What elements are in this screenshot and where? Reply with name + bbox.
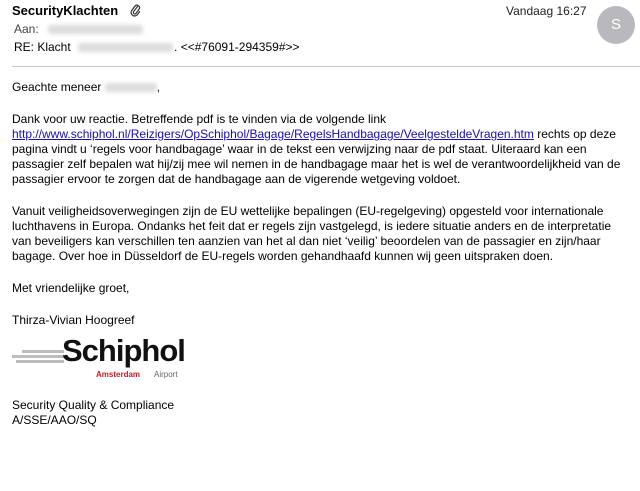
subject-prefix: RE: Klacht (14, 40, 71, 54)
subject-suffix: . <<#76091-294359#>> (174, 40, 300, 54)
sender-avatar[interactable] (597, 6, 635, 44)
paperclip-icon[interactable] (130, 3, 141, 17)
paragraph-2: Vanuit veiligheidsoverwegingen zijn de EU wettelijke bepalingen (EU-regelgeving) opgesteld voor internationale luchthavens in Europa. Ondanks het feit dat er regels zijn vastgelegd, is iedere situatie anders en de interpretatie van beveiligers kan verschillen ten aanzien van het al dan niet ‘veilig’ beoordelen van de passagier en zijn/haar bagage. Over hoe in Düsseldorf de EU-regels worden gehandhaafd kunnen wij geen uitspraken doen. (12, 204, 612, 263)
greeting-comma: , (156, 80, 161, 94)
to-label: Aan: (14, 22, 39, 36)
faq-link[interactable]: http://www.schiphol.nl/Reizigers/OpSchiphol/Bagage/RegelsHandbagage/VeelgesteldeVragen.htm (12, 127, 534, 141)
department: Security Quality & Compliance (12, 398, 175, 412)
greeting-line (12, 80, 627, 95)
header-divider (12, 66, 640, 67)
message-header (0, 0, 640, 66)
paragraph-1-rest: rechts op deze pagina vindt u ‘regels voor handbagage’ waar in de tekst een verwijzing naar de pdf staat. Uiteraard kan een passagier zelf bepalen wat hij/zij mee wil nemen in de handbagage maar het is wel de verantwoordelijkheid van de passagier ervoor te zorgen dat de handbagage aan de vigerende wetgeving voldoet. (12, 127, 621, 186)
greeting-text: Geachte meneer (12, 80, 102, 94)
message-body (12, 80, 627, 428)
subject-line (14, 40, 300, 54)
recipient-row (14, 22, 143, 36)
logo-airport: Airport (154, 370, 178, 379)
redacted-recipient (48, 25, 143, 34)
message-date: Vandaag 16:27 (506, 4, 587, 18)
schiphol-logo (12, 334, 627, 384)
redacted-name (105, 83, 157, 92)
logo-stripes (12, 350, 68, 364)
redacted-subject (78, 43, 173, 52)
sender-name[interactable]: SecurityKlachten (12, 3, 119, 18)
department-code: A/SSE/AAO/SQ (12, 413, 97, 427)
closing-line: Met vriendelijke groet, (12, 281, 130, 295)
paragraph-1 (12, 112, 627, 187)
logo-wordmark: Schiphol (62, 333, 185, 368)
signature-name: Thirza-Vivian Hoogreef (12, 313, 135, 327)
paragraph-1-intro: Dank voor uw reactie. Betreffende pdf is te vinden via de volgende link (12, 112, 387, 126)
avatar-letter: S (610, 16, 621, 33)
logo-amsterdam: Amsterdam (96, 370, 141, 379)
